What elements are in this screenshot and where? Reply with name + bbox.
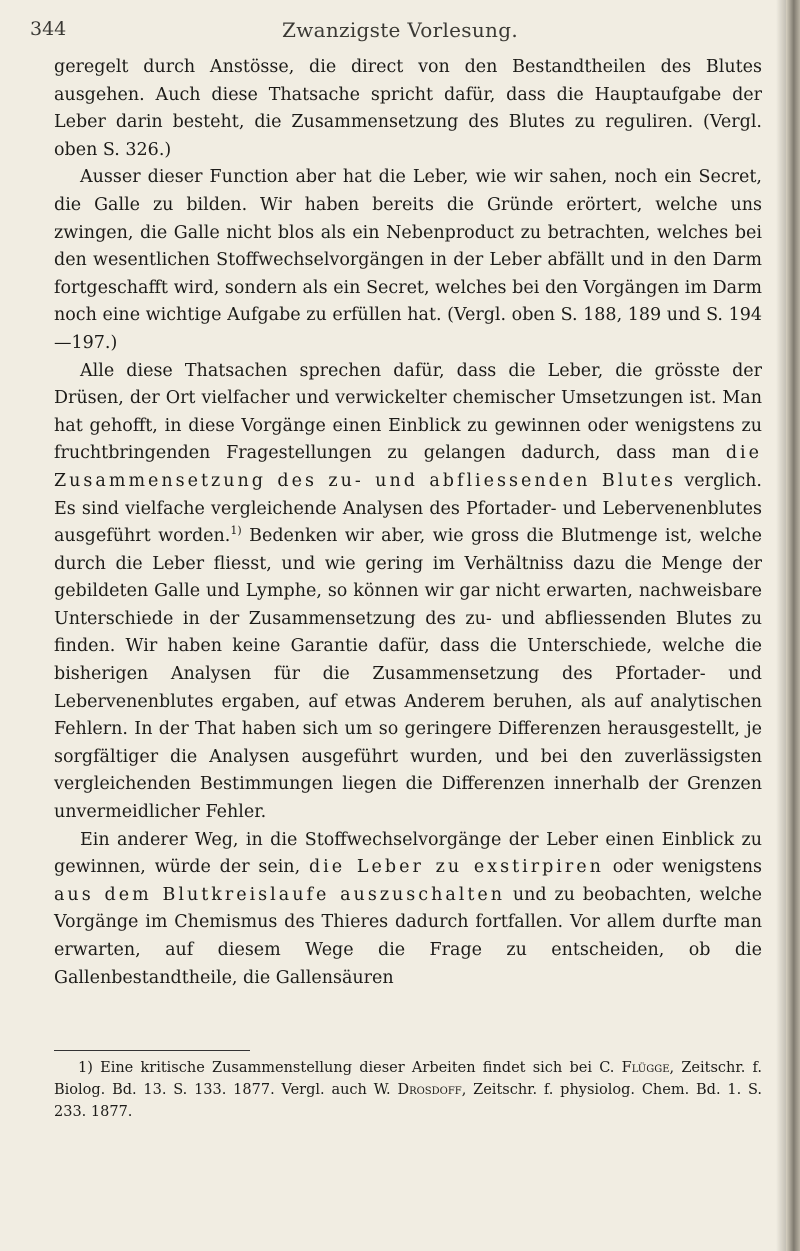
- footnote-author-fluegge: Flügge: [621, 1060, 670, 1076]
- spaced-emphasis-exstirpiren: die Leber zu exstirpiren: [308, 857, 604, 878]
- paragraph-4-text-e: und zu beobachten, welche Vorgänge im Chemismus des Thieres dadurch fortfallen. Vor allem durfte man erwarten, auf diesem Wege die Frage zu entscheiden, ob die Gallenbestandtheile, die Gallensäuren: [54, 884, 762, 988]
- paragraph-4: [54, 827, 762, 993]
- paragraph-3-text-d: Bedenken wir aber, wie gross die Blutmenge ist, welche durch die Leber fliesst, und wie gering im Verhältniss dazu die Menge der gebildeten Galle und Lymphe, so können wir gar nicht erwarten, nachweisbare Unterschiede in der Zusammensetzung des zu- und abfliessenden Blutes zu finden. Wir haben keine Garantie dafür, dass die Unterschiede, welche die bisherigen Analysen für die Zusammensetzung des Pfortader- und Lebervenenblutes ergaben, auf etwas Anderem beruhen, als auf analytischen Fehlern. In der That haben sich um so geringere Differenzen herausgestellt, je sorgfältiger die Analysen ausgeführt wurden, und bei den zuverlässigsten vergleichenden Bestimmungen liegen die Differenzen innerhalb der Grenzen unvermeidlicher Fehler.: [54, 526, 763, 823]
- paragraph-4-text-a: Ein anderer Weg, in die Stoffwechselvorgänge der Leber einen Einblick zu gewinnen, würde der sein,: [54, 829, 762, 878]
- paragraph-4-text-c: oder wenigstens: [603, 857, 762, 878]
- footnotes: [54, 1057, 762, 1123]
- footnote-divider: [54, 1050, 250, 1051]
- body-text: [54, 54, 762, 992]
- running-title: Zwanzigste Vorlesung.: [282, 18, 518, 42]
- book-edge: [786, 0, 800, 1251]
- spaced-emphasis-ausschalten: aus dem Blutkreislaufe auszuschalten: [54, 884, 506, 905]
- paragraph-2: Ausser dieser Function aber hat die Leber, wie wir sahen, noch ein Secret, die Galle zu bilden. Wir haben bereits die Gründe erörtert, welche uns zwingen, die Galle nicht blos als ein Nebenproduct zu betrachten, welches bei den wesentlichen Stoffwechselvorgängen in der Leber abfällt und in den Darm fortgeschafft wird, sondern als ein Secret, welches bei den Vorgängen im Darm noch eine wichtige Aufgabe zu erfüllen hat. (Vergl. oben S. 188, 189 und S. 194—197.): [54, 167, 762, 353]
- footnote-reference[interactable]: 1): [230, 524, 242, 538]
- page-header: [0, 14, 800, 48]
- footnote-author-drosdoff: Drosdoff: [397, 1082, 462, 1098]
- page-number: 344: [30, 18, 67, 40]
- paragraph-1: geregelt durch Anstösse, die direct von den Bestandtheilen des Blutes ausgehen. Auch diese Thatsache spricht dafür, dass die Hauptaufgabe der Leber darin besteht, die Zusammensetzung des Blutes zu reguliren. (Vergl. oben S. 326.): [54, 57, 762, 160]
- paragraph-3-text-c: verglich. Es sind vielfache vergleichende Analysen des Pfortader- und Lebervenenblutes ausgeführt worden.: [54, 470, 762, 547]
- footnote-text-b: , Zeitschr. f. Biolog. Bd. 13. S. 133. 1877. Vergl. auch W.: [54, 1060, 762, 1098]
- footnote-text-c: , Zeitschr. f. physiolog. Chem. Bd. 1. S. 233. 1877.: [54, 1082, 762, 1120]
- paragraph-3-text-a: Alle diese Thatsachen sprechen dafür, dass die Leber, die grösste der Drüsen, der Ort vielfacher und verwickelter chemischer Umsetzungen ist. Man hat gehofft, in diese Vorgänge einen Einblick zu gewinnen oder wenigstens zu fruchtbringenden Fragestellungen zu gelangen dadurch, dass man: [54, 360, 762, 464]
- page-edge-shadow: [776, 0, 786, 1251]
- footnote-1: [54, 1057, 762, 1123]
- spaced-emphasis-zusammensetzung: die Zusammensetzung des zu- und abfliessenden Blutes: [54, 443, 762, 491]
- paragraph-3: [54, 358, 762, 827]
- footnote-text-a: 1) Eine kritische Zusammenstellung dieser Arbeiten findet sich bei C.: [78, 1060, 622, 1076]
